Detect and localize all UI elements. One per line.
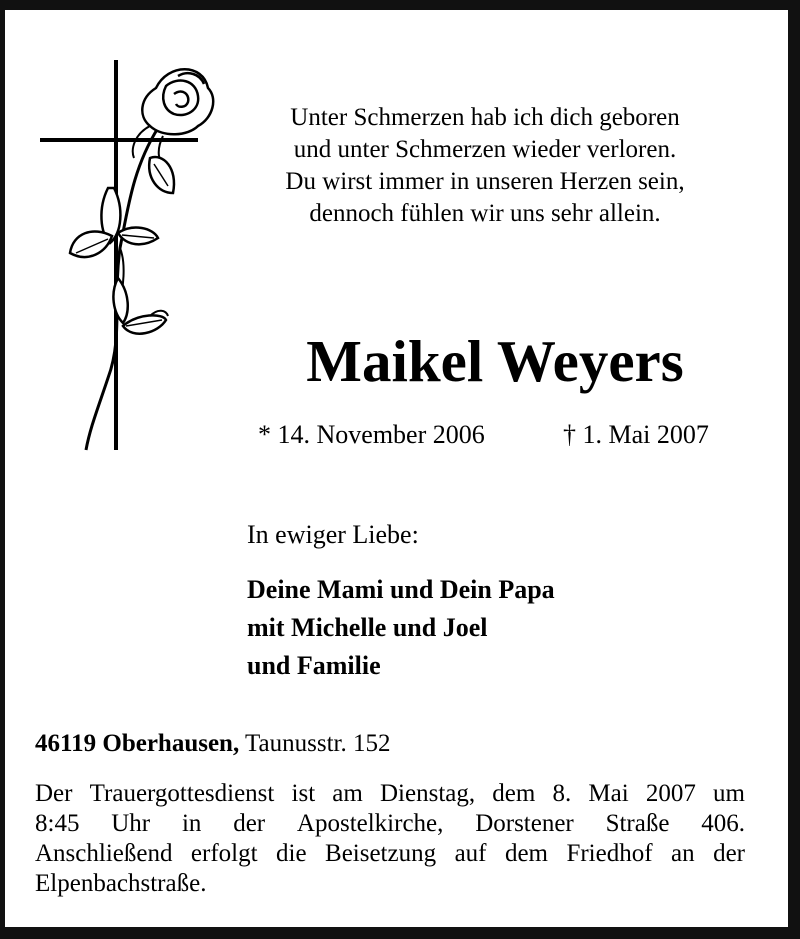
service-word: Dienstag, [380,780,476,807]
service-word: Uhr [111,810,151,837]
service-word: dem [492,780,536,807]
service-word: 8. [552,780,572,807]
service-word: erfolgt [190,840,258,867]
service-word: 2007 [645,780,696,807]
mourners-line: und Familie [247,651,381,680]
service-text-line [35,809,745,839]
service-word: die [276,840,307,867]
service-word: Mai [588,780,629,807]
service-word: Elpenbachstraße. [35,870,207,897]
address-street: Taunusstr. 152 [245,730,391,757]
service-word: 406. [701,810,745,837]
service-word: dem [504,840,548,867]
service-text-line [35,869,745,899]
service-word: 8:45 [35,810,80,837]
cross-with-rose-icon [38,58,228,453]
birth-date: * 14. November 2006 [258,420,485,449]
death-date: † 1. Mai 2007 [563,420,709,449]
deceased-name: Maikel Weyers [306,328,684,394]
service-word: Friedhof [566,840,653,867]
service-word: auf [454,840,487,867]
service-word: Trauergottesdienst [89,780,275,807]
mourners-line: mit Michelle und Joel [247,613,488,642]
poem-line: dennoch fühlen wir uns sehr allein. [309,200,661,227]
service-word: um [712,780,745,807]
mourners-line: Deine Mami und Dein Papa [247,575,555,604]
service-word: der [233,810,266,837]
funeral-service-notice [35,779,745,899]
service-text-line [35,839,745,869]
service-word: an [671,840,695,867]
service-word: Anschließend [35,840,173,867]
service-word: Apostelkirche, [296,810,444,837]
service-word: Straße [605,810,670,837]
poem-line: Unter Schmerzen hab ich dich geboren [290,104,680,131]
service-word: Beisetzung [325,840,437,867]
memorial-poem [230,102,740,230]
address-city: 46119 Oberhausen, [35,730,240,757]
dedication-line: In ewiger Liebe: [247,520,419,549]
mourners-list [247,571,555,685]
service-word: ist [291,780,316,807]
poem-line: und unter Schmerzen wieder verloren. [293,136,677,163]
service-word: Dorstener [475,810,574,837]
service-word: in [181,810,202,837]
service-word: am [332,780,363,807]
service-word: Der [35,780,73,807]
service-word: der [713,840,745,867]
poem-line: Du wirst immer in unseren Herzen sein, [285,168,685,195]
family-address [35,728,391,760]
service-text-line [35,779,745,809]
